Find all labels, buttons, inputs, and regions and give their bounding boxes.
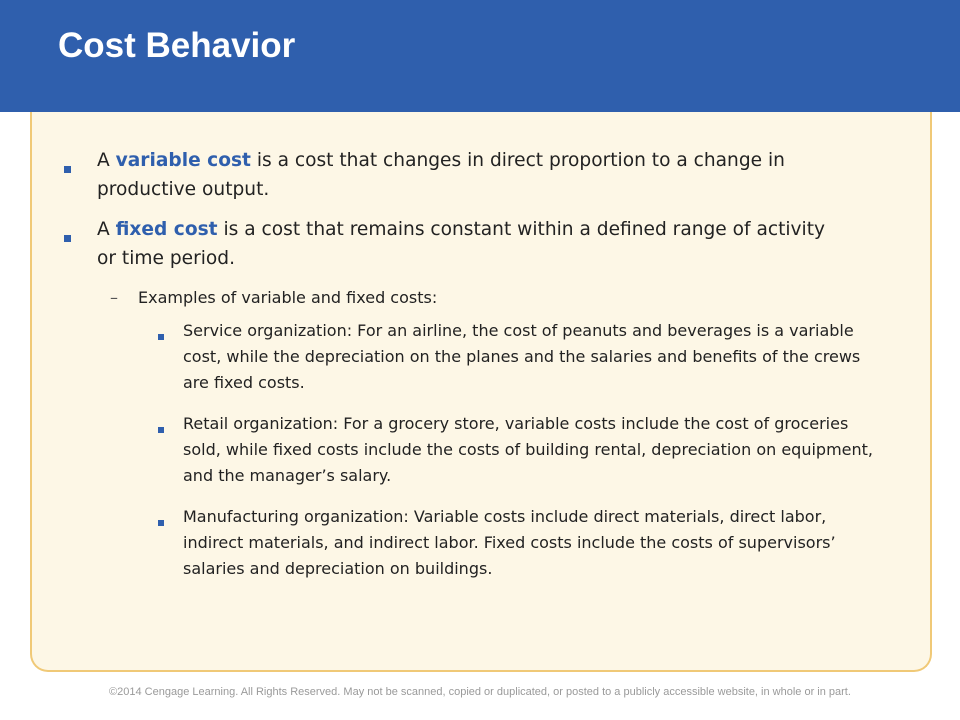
example-text: Retail organization: For a grocery store, variable costs include the cost of groceries sold, while fixed costs include the costs of building rental, depreciation on equipment, and the manager’s salary. [183,414,873,485]
sub-bullet-text: Examples of variable and fixed costs: [138,288,438,307]
bullet-fixed-cost [97,215,847,273]
bullet-post-text: is a cost that changes in direct proportion to a change in productive output. [97,150,785,200]
example-service [183,318,873,396]
bullet-variable-cost [97,146,847,204]
bullet-pre-text: A [97,150,116,171]
bullet-pre-text: A [97,219,116,240]
term-variable-cost: variable cost [115,150,251,171]
copyright-footer: ©2014 Cengage Learning. All Rights Reserved. May not be scanned, copied or duplicated, or posted to a publicly accessible website, in whole or in part. [109,686,851,698]
example-retail [183,411,873,489]
square-bullet-icon [158,511,164,537]
bullet-post-text: is a cost that remains constant within a defined range of activity or time period. [97,219,826,269]
square-bullet-icon [158,325,164,351]
sub-bullet-examples [110,286,838,310]
example-manufacturing [183,504,873,582]
square-bullet-icon [64,155,71,184]
square-bullet-icon [158,418,164,444]
dash-bullet-icon: – [110,288,118,307]
header-bar [0,0,960,112]
square-bullet-icon [64,224,71,253]
example-text: Service organization: For an airline, the cost of peanuts and beverages is a variable cost, while the depreciation on the planes and the salaries and benefits of the crews are fixed costs. [183,321,861,392]
example-text: Manufacturing organization: Variable costs include direct materials, direct labor, indirect materials, and indirect labor. Fixed costs include the costs of supervisors’ salaries and depreciation on buildings. [183,507,836,578]
term-fixed-cost: fixed cost [115,219,218,240]
page-title: Cost Behavior [58,26,296,65]
